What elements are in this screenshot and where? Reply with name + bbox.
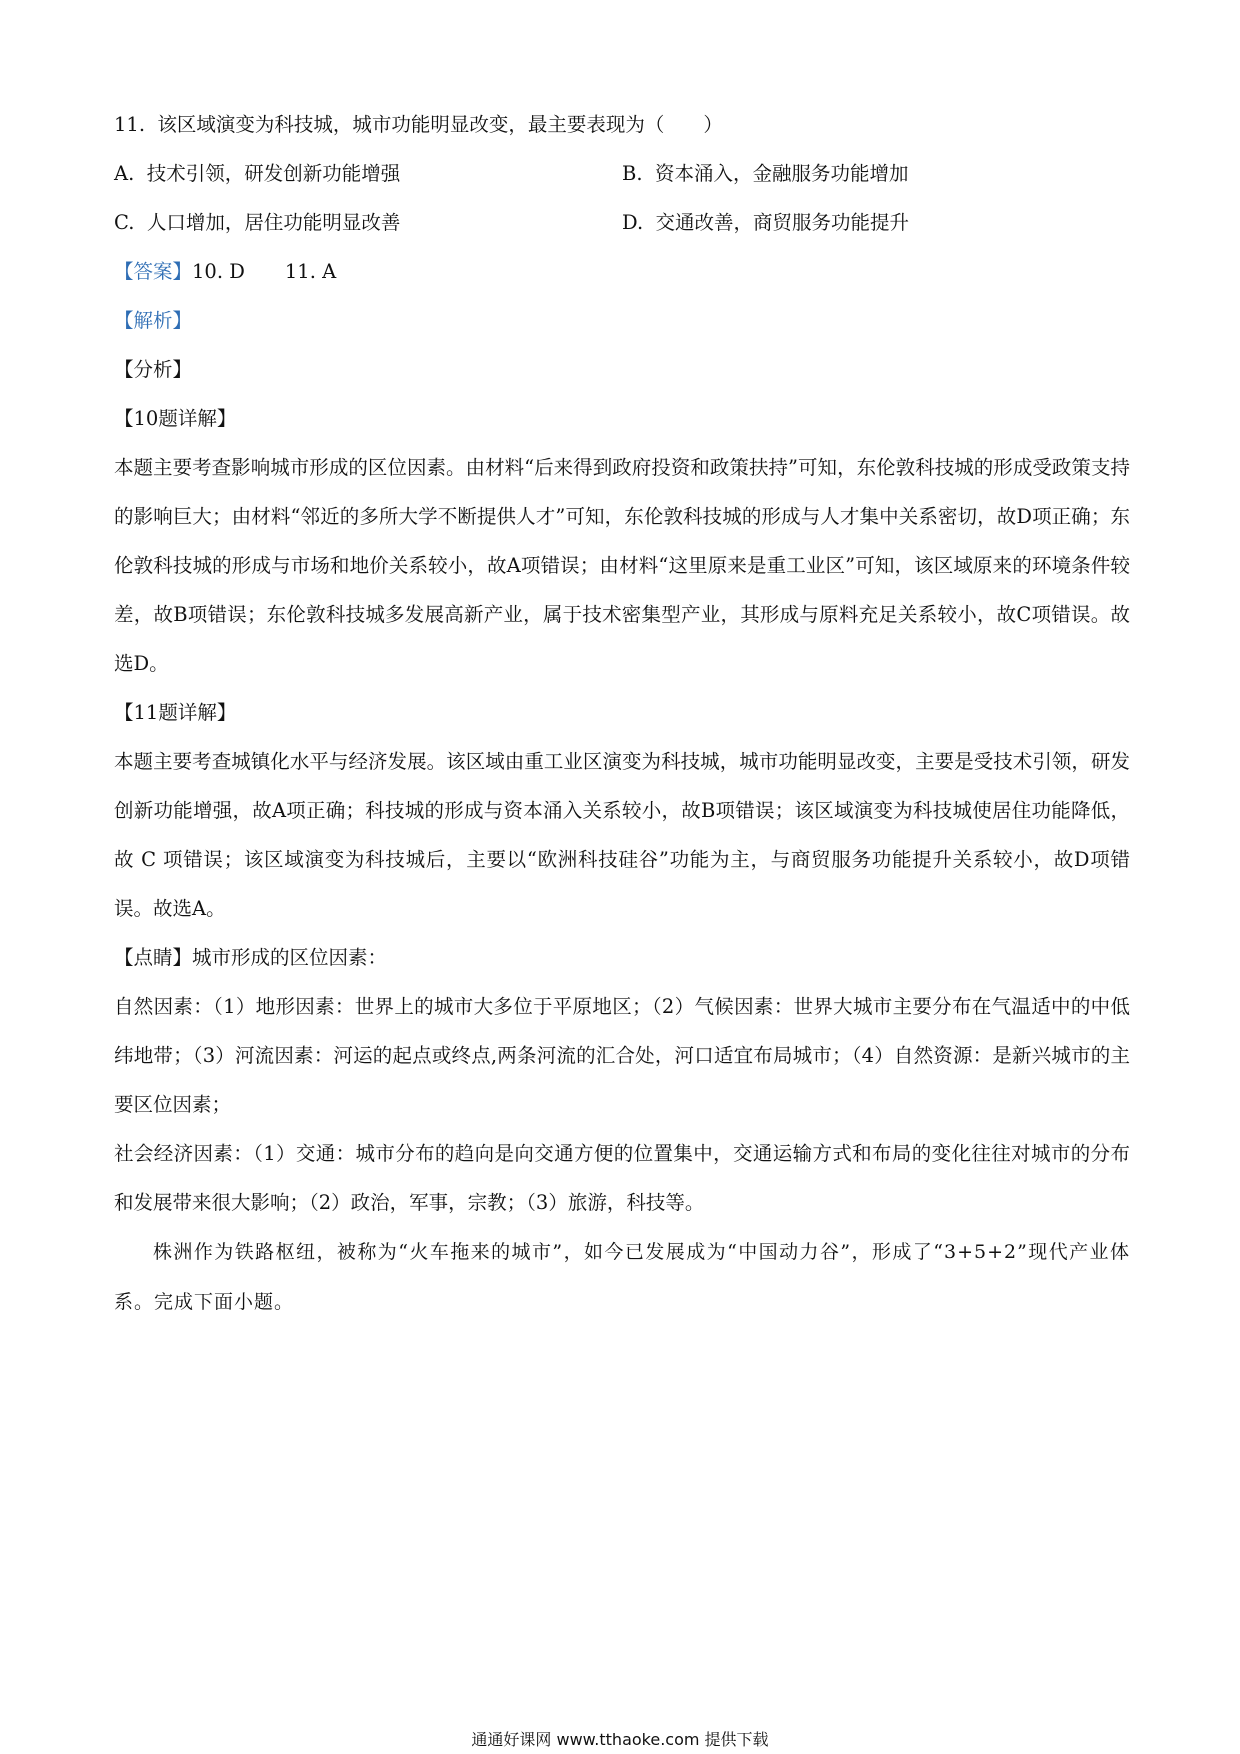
- footer-watermark: 通通好课网 www.tthaoke.com 提供下载: [471, 1730, 769, 1749]
- option-c: [114, 198, 622, 247]
- social-economic-factors: 社会经济因素：（1）交通：城市分布的趋向是向交通方便的位置集中，交通运输方式和布局的变化往往对城市的分布和发展带来很大影响；（2）政治，军事，宗教；（3）旅游，科技等。: [114, 1142, 1130, 1214]
- question-number: 11.: [114, 113, 146, 136]
- options-row-2: [114, 198, 1130, 247]
- option-d-text: 交通改善，商贸服务功能提升: [655, 211, 910, 234]
- document-page: [114, 100, 1130, 1327]
- answer-line: [114, 247, 1130, 296]
- q10-body: 本题主要考查影响城市形成的区位因素。由材料“后来得到政府投资和政策扶持”可知，东伦敦科技城的形成受政策支持的影响巨大；由材料“邻近的多所大学不断提供人才”可知，东伦敦科技城的形成与人才集中关系密切，故D项正确；东伦敦科技城的形成与市场和地价关系较小，故A项错误；由材料“这里原来是重工业区”可知，该区域原来的环境条件较差，故B项错误；东伦敦科技城多发展高新产业，属于技术密集型产业，其形成与原料充足关系较小，故C项错误。故选D。: [114, 456, 1130, 675]
- option-c-text: 人口增加，居住功能明显改善: [146, 211, 401, 234]
- q10-heading: 【10题详解】: [114, 407, 237, 430]
- answer-10: 10. D: [192, 260, 245, 283]
- q11-body: 本题主要考查城镇化水平与经济发展。该区域由重工业区演变为科技城，城市功能明显改变，主要是受技术引领，研发创新功能增强，故A项正确；科技城的形成与资本涌入关系较小，故B项错误；该区域演变为科技城使居住功能降低，故 C 项错误；该区域演变为科技城后，主要以“欧洲科技硅谷”功能为主，与商贸服务功能提升关系较小，故D项错误。故选A。: [114, 750, 1130, 920]
- option-d: [622, 198, 1130, 247]
- options-row-1: [114, 149, 1130, 198]
- dianjing-heading: 【点睛】城市形成的区位因素：: [114, 946, 388, 969]
- analysis-label: 【解析】: [114, 309, 193, 332]
- option-a-letter: A.: [114, 162, 135, 185]
- q11-heading: 【11题详解】: [114, 701, 237, 724]
- fenxi-label: 【分析】: [114, 358, 193, 381]
- question-11-stem: [114, 100, 1130, 149]
- material-paragraph: 株洲作为铁路枢纽，被称为“火车拖来的城市”，如今已发展成为“中国动力谷”，形成了“3+5+2”现代产业体系。完成下面小题。: [114, 1241, 1130, 1313]
- natural-factors: 自然因素：（1）地形因素：世界上的城市大多位于平原地区；（2）气候因素：世界大城市主要分布在气温适中的中低纬地带；（3）河流因素：河运的起点或终点,两条河流的汇合处，河口适宜布局城市；（4）自然资源：是新兴城市的主要区位因素；: [114, 995, 1130, 1116]
- option-a-text: 技术引领，研发创新功能增强: [146, 162, 401, 185]
- option-b-text: 资本涌入，金融服务功能增加: [654, 162, 909, 185]
- question-stem-text: 该区域演变为科技城，城市功能明显改变，最主要表现为（ ）: [157, 113, 723, 136]
- option-c-letter: C.: [114, 211, 135, 234]
- option-d-letter: D.: [622, 211, 644, 234]
- option-a: [114, 149, 622, 198]
- option-b: [622, 149, 1130, 198]
- answer-label: 【答案】: [114, 260, 193, 283]
- option-b-letter: B.: [622, 162, 643, 185]
- answer-11: 11. A: [284, 260, 337, 283]
